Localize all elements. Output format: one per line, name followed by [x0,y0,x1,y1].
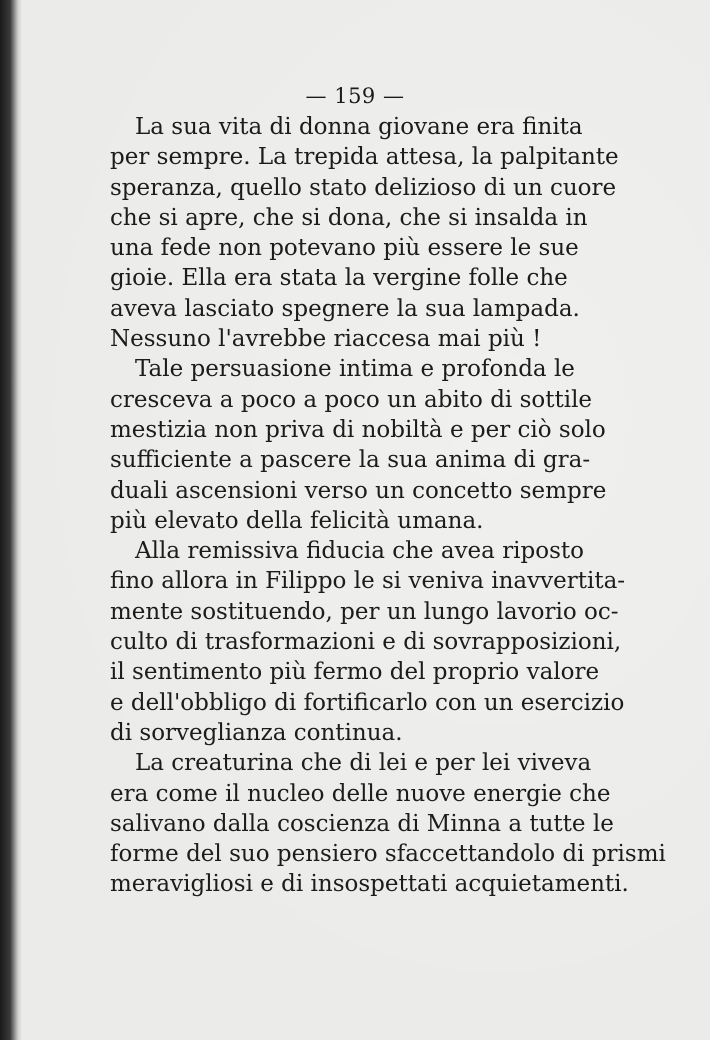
text-line: una fede non potevano più essere le sue [110,235,579,262]
page-number: — 159 — [305,84,405,108]
paragraph [110,748,666,899]
body-text [110,112,666,900]
text-line: La sua vita di donna giovane era finita [135,114,583,140]
text-line: per sempre. La trepida attesa, la palpitante [110,144,619,171]
text-line: e dell'obbligo di fortificarlo con un esercizio [110,689,625,716]
book-spine-shadow [0,0,22,1040]
text-line: Nessuno l'avrebbe riaccesa mai più ! [110,326,542,353]
text-line: duali ascensioni verso un concetto sempre [110,477,607,504]
text-line: mestizia non priva di nobiltà e per ciò solo [110,416,606,443]
text-line: aveva lasciato spegnere la sua lampada. [110,295,580,322]
text-line: gioie. Ella era stata la vergine folle che [110,265,568,292]
text-line: di sorveglianza continua. [110,719,403,746]
text-line: meravigliosi e di insospettati acquietamenti. [110,871,629,898]
text-line: speranza, quello stato delizioso di un cuore [110,174,617,201]
paragraph [110,112,619,354]
text-line: mente sostituendo, per un lungo lavorio oc- [110,598,619,625]
text-line: Alla remissiva fiducia che avea riposto [135,538,585,565]
text-line: La creaturina che di lei e per lei viveva [135,750,592,777]
text-line: era come il nucleo delle nuove energie che [110,780,611,807]
paragraph [110,536,626,748]
text-line: Tale persuasione intima e profonda le [135,356,575,383]
text-line: fino allora in Filippo le si veniva inavvertita- [110,568,626,595]
text-line: che si apre, che si dona, che si insalda in [110,204,588,231]
text-line: più elevato della felicità umana. [110,507,484,534]
text-line: culto di trasformazioni e di sovrapposizioni, [110,629,622,656]
text-line: il sentimento più fermo del proprio valore [110,659,600,686]
text-line: forme del suo pensiero sfaccettandolo di prismi [110,841,666,868]
text-line: salivano dalla coscienza di Minna a tutte le [110,810,614,837]
paragraph [110,354,607,536]
text-line: cresceva a poco a poco un abito di sottile [110,386,593,413]
text-line: sufficiente a pascere la sua anima di gra- [110,447,591,474]
